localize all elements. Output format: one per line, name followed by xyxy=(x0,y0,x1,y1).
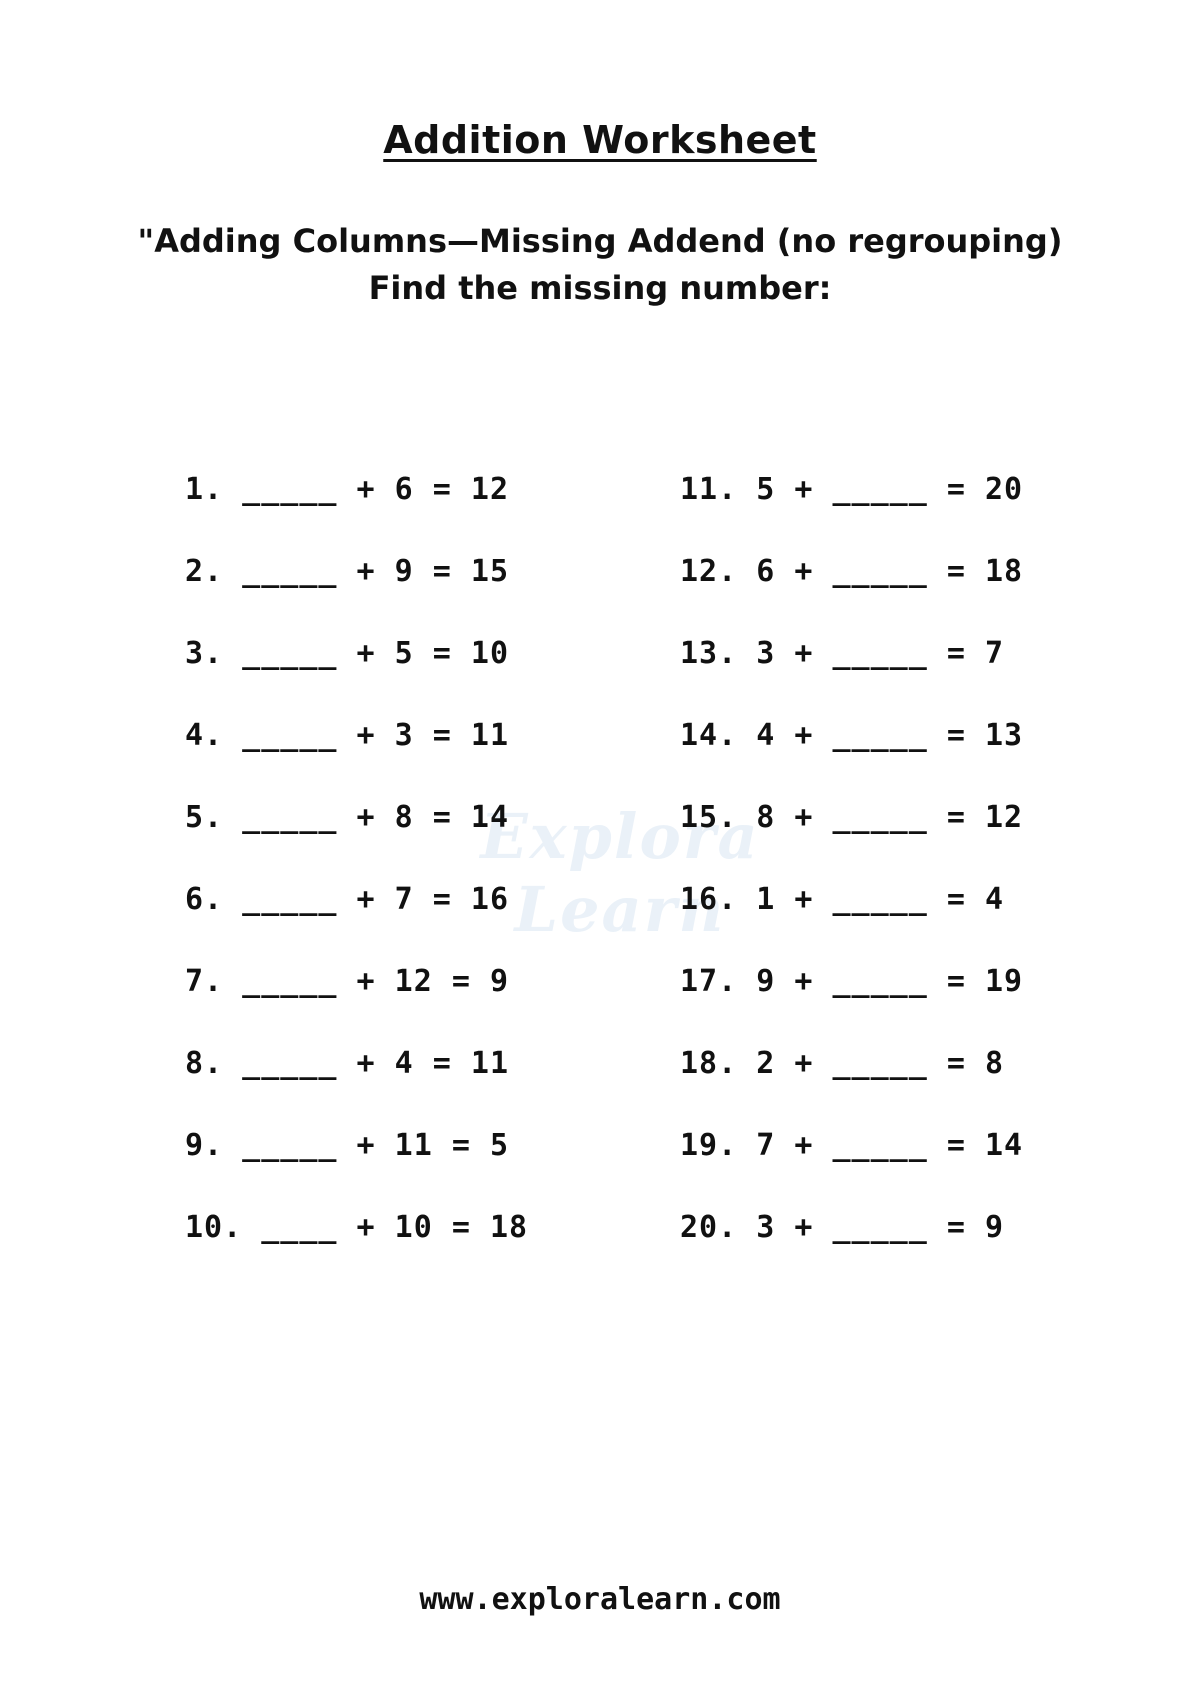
problem-11: 11. 5 + _____ = 20 xyxy=(680,472,1024,507)
problem-3: 3. _____ + 5 = 10 xyxy=(185,636,510,671)
problem-13: 13. 3 + _____ = 7 xyxy=(680,636,1005,671)
problem-14: 14. 4 + _____ = 13 xyxy=(680,718,1024,753)
problem-6: 6. _____ + 7 = 16 xyxy=(185,882,510,917)
problem-15: 15. 8 + _____ = 12 xyxy=(680,800,1024,835)
problem-9: 9. _____ + 11 = 5 xyxy=(185,1128,510,1163)
problem-7: 7. _____ + 12 = 9 xyxy=(185,964,510,999)
problem-4: 4. _____ + 3 = 11 xyxy=(185,718,510,753)
problem-18: 18. 2 + _____ = 8 xyxy=(680,1046,1005,1081)
problem-20: 20. 3 + _____ = 9 xyxy=(680,1210,1005,1245)
footer-website: www.exploralearn.com xyxy=(419,1582,781,1617)
problem-1: 1. _____ + 6 = 12 xyxy=(185,472,510,507)
problem-8: 8. _____ + 4 = 11 xyxy=(185,1046,510,1081)
worksheet-instruction: Find the missing number: xyxy=(368,269,832,307)
problem-5: 5. _____ + 8 = 14 xyxy=(185,800,510,835)
problem-16: 16. 1 + _____ = 4 xyxy=(680,882,1005,917)
watermark-logo: Explora Learn xyxy=(480,800,760,946)
problem-19: 19. 7 + _____ = 14 xyxy=(680,1128,1024,1163)
worksheet-subtitle: "Adding Columns—Missing Addend (no regrouping) xyxy=(137,222,1063,260)
problem-17: 17. 9 + _____ = 19 xyxy=(680,964,1024,999)
right-problem-column xyxy=(680,470,1023,1290)
left-problem-column xyxy=(185,470,528,1290)
problem-10: 10. ____ + 10 = 18 xyxy=(185,1210,529,1245)
problem-2: 2. _____ + 9 = 15 xyxy=(185,554,510,589)
worksheet-title: Addition Worksheet xyxy=(383,118,817,162)
problem-12: 12. 6 + _____ = 18 xyxy=(680,554,1024,589)
